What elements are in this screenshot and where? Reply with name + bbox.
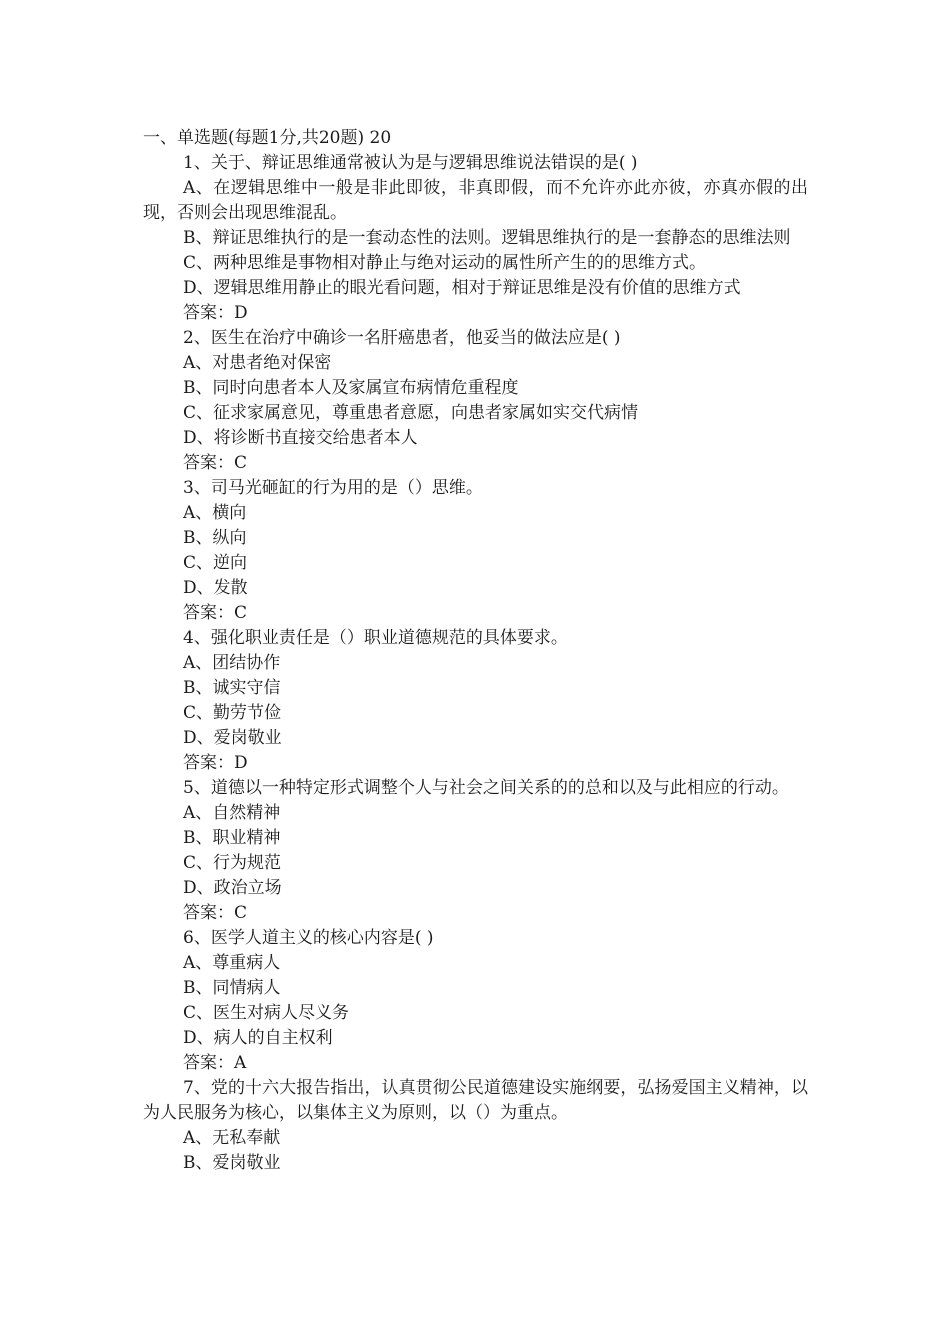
answer: 答案：A — [183, 1053, 247, 1073]
question-4 — [143, 626, 808, 776]
option-c: C、医生对病人尽义务 — [183, 1003, 350, 1023]
option-d: D、病人的自主权利 — [183, 1028, 333, 1048]
option-c: C、行为规范 — [183, 853, 282, 873]
option-a: A、横向 — [183, 503, 247, 523]
option-d: D、逻辑思维用静止的眼光看问题，相对于辩证思维是没有价值的思维方式 — [183, 278, 741, 298]
option-b: B、爱岗敬业 — [183, 1153, 281, 1173]
option-a: A、尊重病人 — [183, 953, 281, 973]
option-b: B、职业精神 — [183, 828, 281, 848]
answer: 答案：C — [183, 903, 248, 923]
option-b: B、同情病人 — [183, 978, 281, 998]
option-d: D、爱岗敬业 — [183, 728, 282, 748]
exam-content — [143, 126, 808, 1176]
question-stem: 4、强化职业责任是（）职业道德规范的具体要求。 — [183, 628, 568, 648]
question-stem: 2、医生在治疗中确诊一名肝癌患者，他妥当的做法应是( ) — [183, 328, 621, 348]
option-d: D、发散 — [183, 578, 248, 598]
question-7 — [143, 1076, 808, 1176]
option-a: A、自然精神 — [183, 803, 281, 823]
option-c: C、逆向 — [183, 553, 248, 573]
question-stem: 5、道德以一种特定形式调整个人与社会之间关系的的总和以及与此相应的行动。 — [183, 778, 789, 798]
option-b: B、诚实守信 — [183, 678, 281, 698]
answer: 答案：C — [183, 453, 248, 473]
option-b: B、纵向 — [183, 528, 247, 548]
question-stem: 3、司马光砸缸的行为用的是（）思维。 — [183, 478, 483, 498]
answer: 答案：C — [183, 603, 248, 623]
option-c: C、两种思维是事物相对静止与绝对运动的属性所产生的的思维方式。 — [183, 253, 707, 273]
question-2 — [143, 326, 808, 476]
option-c: C、征求家属意见，尊重患者意愿，向患者家属如实交代病情 — [183, 403, 639, 423]
option-d: D、政治立场 — [183, 878, 282, 898]
question-stem: 1、关于、辩证思维通常被认为是与逻辑思维说法错误的是( ) — [183, 153, 638, 173]
option-a: A、无私奉献 — [183, 1128, 281, 1148]
answer: 答案：D — [183, 753, 248, 773]
question-stem: 7、党的十六大报告指出，认真贯彻公民道德建设实施纲要，弘扬爱国主义精神，以为人民服务为核心，以集体主义为原则，以（）为重点。 — [143, 1078, 808, 1123]
option-d: D、将诊断书直接交给患者本人 — [183, 428, 418, 448]
option-b: B、辩证思维执行的是一套动态性的法则。逻辑思维执行的是一套静态的思维法则 — [183, 228, 791, 248]
option-a: A、团结协作 — [183, 653, 281, 673]
question-3 — [143, 476, 808, 626]
section-title: 一、单选题(每题1分,共20题) 20 — [143, 128, 392, 148]
option-a: A、对患者绝对保密 — [183, 353, 332, 373]
question-6 — [143, 926, 808, 1076]
answer: 答案：D — [183, 303, 248, 323]
option-a: A、在逻辑思维中一般是非此即彼，非真即假，而不允许亦此亦彼，亦真亦假的出现，否则会出现思维混乱。 — [143, 178, 808, 223]
question-5 — [143, 776, 808, 926]
option-c: C、勤劳节俭 — [183, 703, 282, 723]
option-b: B、同时向患者本人及家属宣布病情危重程度 — [183, 378, 519, 398]
question-stem: 6、医学人道主义的核心内容是( ) — [183, 928, 434, 948]
question-1 — [143, 151, 808, 326]
